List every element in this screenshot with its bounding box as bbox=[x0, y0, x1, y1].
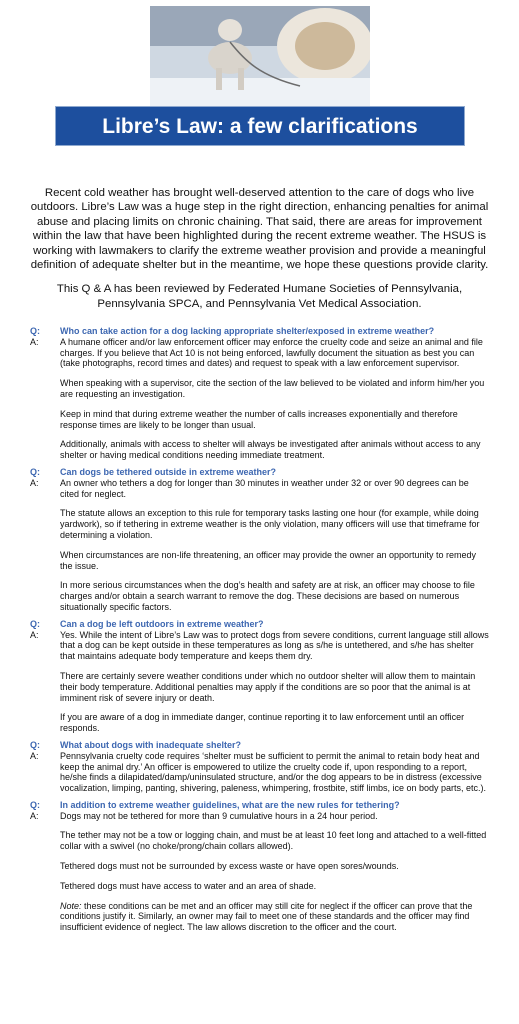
intro-paragraph: Recent cold weather has brought well-deserved attention to the care of dogs who live outdoors. Libre’s Law was a huge step in the right direction, enhancing penalties for animal abuse and placing limits on chronic chaining. That said, there are areas for improvement within the law that have been highlighted during the recent extreme weather. The HSUS is working with lawmakers to clarify the extreme weather provision and provide a meaningful definition of adequate shelter but in the meantime, we hope these questions provide clarity. bbox=[30, 187, 489, 272]
question-row bbox=[30, 740, 489, 751]
qa-item bbox=[30, 326, 489, 461]
answer-row bbox=[30, 478, 489, 613]
question-text: Who can take action for a dog lacking appropriate shelter/exposed in extreme weather? bbox=[60, 326, 435, 336]
question-row bbox=[30, 326, 489, 337]
question-label: Q: bbox=[30, 326, 40, 336]
note-paragraph bbox=[60, 901, 489, 933]
answer-label: A: bbox=[30, 750, 39, 761]
answer-label: A: bbox=[30, 477, 39, 488]
answer-paragraph: Additionally, animals with access to shelter will always be investigated after animals without access to any shelter or having medical conditions needing immediate treatment. bbox=[60, 439, 481, 461]
question-row bbox=[30, 619, 489, 630]
answer-row bbox=[30, 811, 489, 933]
question-row bbox=[30, 800, 489, 811]
dog-leg-left bbox=[216, 68, 222, 90]
answer-body bbox=[60, 751, 489, 794]
question-label: Q: bbox=[30, 618, 40, 629]
barrel-opening bbox=[295, 22, 355, 70]
answer-paragraph: When circumstances are non-life threatening, an officer may provide the owner an opportunity to remedy the issue. bbox=[60, 549, 477, 571]
dog-photo-illustration bbox=[150, 6, 370, 106]
answer-label: A: bbox=[30, 810, 39, 821]
dog-in-snow-photo bbox=[150, 6, 370, 106]
qa-item bbox=[30, 619, 489, 734]
intro-section bbox=[30, 186, 489, 321]
qa-section bbox=[30, 326, 489, 939]
question-text: Can dogs be tethered outside in extreme weather? bbox=[60, 466, 277, 477]
answer-paragraph: A humane officer and/or law enforcement officer may enforce the cruelty code and seize an animal and file charges. If you believe that Act 10 is not being enforced, lawfully document the situation as best you can (take photographs, record times and dates) and request to speak with a law enforcement supervisor. bbox=[60, 336, 483, 369]
question-row bbox=[30, 467, 489, 478]
answer-paragraph: Yes. While the intent of Libre’s Law was to protect dogs from severe conditions, current language still allows that a dog can be kept outside in these temperatures as long as s/he is untethered, and s/he has shelter that maintains adequate body temperature and keeps them dry. bbox=[60, 629, 489, 662]
dog-leg-right bbox=[238, 68, 244, 90]
answer-paragraph: There are certainly severe weather conditions under which no outdoor shelter will allow them to maintain their body temperature. Additional penalties may apply if the conditions are so poor that the animal is at imminent risk of severe injury or death. bbox=[60, 670, 476, 703]
question-text: Can a dog be left outdoors in extreme weather? bbox=[60, 618, 264, 629]
question-text: In addition to extreme weather guidelines, what are the new rules for tethering? bbox=[60, 799, 400, 810]
answer-paragraph: Tethered dogs must not be surrounded by excess waste or have open sores/wounds. bbox=[60, 861, 399, 872]
answer-paragraph: Keep in mind that during extreme weather the number of calls increases exponentially and therefore response times are likely to be longer than usual. bbox=[60, 408, 458, 430]
answer-paragraph: When speaking with a supervisor, cite the section of the law believed to be violated and inform him/her you are requesting an investigation. bbox=[60, 378, 485, 399]
answer-body bbox=[60, 337, 489, 461]
answer-row bbox=[30, 751, 489, 794]
answer-paragraph: Dogs may not be tethered for more than 9 cumulative hours in a 24 hour period. bbox=[60, 810, 378, 821]
answer-paragraph: Pennsylvania cruelty code requires ‘shelter must be sufficient to permit the animal to retain body heat and keep the animal dry.’ An officer is empowered to utilize the cruelty code if, upon responding to a report, he/she finds a dilapidated/damp/uninsulated structure, and/or the dog appears to be in distress (excessive vocalization, limping, panting, shivering, paleness, whimpering, frostbite, stiff limbs, ice on body parts, etc.). bbox=[60, 750, 487, 794]
answer-row bbox=[30, 630, 489, 734]
dog-head bbox=[218, 19, 242, 41]
answer-label: A: bbox=[30, 336, 39, 347]
answer-paragraph: The tether may not be a tow or logging chain, and must be at least 10 feet long and attached to a well-fitted collar with a swivel (no choke/prong/chain collars allowed). bbox=[60, 830, 487, 852]
answer-paragraph: In more serious circumstances when the dog’s health and safety are at risk, an officer may choose to file charges and/or obtain a search warrant to remove the dog. These decisions are based on numerous situationally specific factors. bbox=[60, 580, 475, 612]
question-label: Q: bbox=[30, 466, 40, 477]
answer-paragraph: An owner who tethers a dog for longer than 30 minutes in weather under 32 or over 90 degrees can be cited for neglect. bbox=[60, 477, 469, 499]
question-label: Q: bbox=[30, 739, 40, 750]
answer-label: A: bbox=[30, 629, 39, 640]
qa-item bbox=[30, 800, 489, 933]
answer-paragraph: If you are aware of a dog in immediate danger, continue reporting it to law enforcement until an officer responds. bbox=[60, 712, 465, 734]
answer-paragraph: Tethered dogs must have access to water and an area of shade. bbox=[60, 880, 317, 891]
title-banner bbox=[55, 106, 465, 146]
answer-body bbox=[60, 811, 489, 933]
snow-ground bbox=[150, 78, 370, 106]
qa-item bbox=[30, 740, 489, 794]
answer-paragraph: The statute allows an exception to this rule for temporary tasks lasting one hour (for example, while doing yardwork), so if tethering in extreme weather is the only violation, many officers will use that timeframe for determining a violation. bbox=[60, 508, 480, 540]
question-label: Q: bbox=[30, 799, 40, 810]
answer-body bbox=[60, 630, 489, 734]
review-note: This Q & A has been reviewed by Federated Humane Societies of Pennsylvania, Pennsylvania SPCA, and Pennsylvania Vet Medical Association. bbox=[56, 283, 463, 310]
question-text: What about dogs with inadequate shelter? bbox=[60, 739, 242, 750]
answer-row bbox=[30, 337, 489, 461]
note-lead: Note: bbox=[60, 900, 82, 911]
qa-item bbox=[30, 467, 489, 613]
note-text: these conditions can be met and an officer may still cite for neglect if the officer can prove that the conditions justify it. Similarly, an owner may fail to meet one of these standards and the officer may find insufficient evidence of neglect. The law allows discretion to the officer and the court. bbox=[60, 900, 473, 933]
answer-body bbox=[60, 478, 489, 613]
page-title: Libre’s Law: a few clarifications bbox=[102, 115, 418, 138]
